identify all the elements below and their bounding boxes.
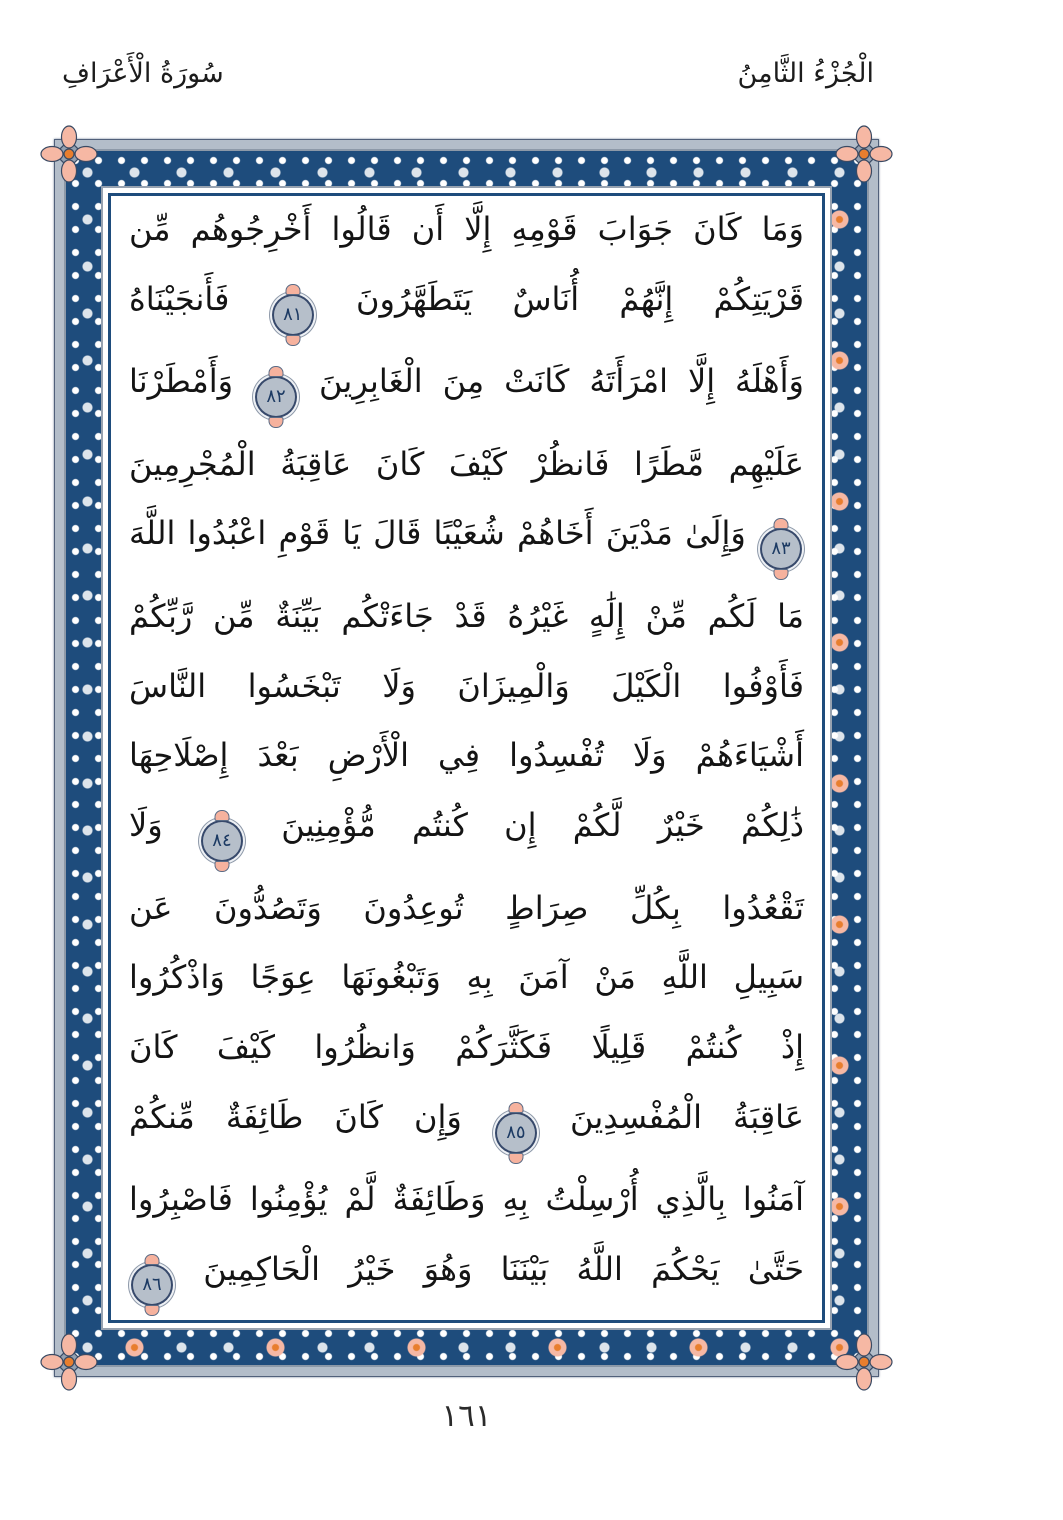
- corner-flower-icon: [39, 124, 99, 184]
- ayah-end-marker: ٨٥: [497, 1114, 535, 1152]
- quran-line-12: [129, 1026, 804, 1069]
- ayah-end-marker: ٨٤: [203, 822, 241, 860]
- ayah-text: وَإِلَىٰ مَدْيَنَ أَخَاهُمْ شُعَيْبًا قَالَ يَا قَوْمِ اعْبُدُوا اللَّهَ: [129, 514, 746, 553]
- ayah-text: فَأَوْفُوا الْكَيْلَ وَالْمِيزَانَ وَلَا تَبْخَسُوا النَّاسَ: [129, 666, 804, 705]
- quran-line-13: [129, 1096, 804, 1152]
- decorative-border-frame: [55, 140, 878, 1376]
- ayah-text: تَقْعُدُوا بِكُلِّ صِرَاطٍ تُوعِدُونَ وَتَصُدُّونَ عَن: [129, 888, 804, 927]
- ayah-text: قَرْيَتِكُمْ إِنَّهُمْ أُنَاسٌ يَتَطَهَّرُونَ: [356, 279, 805, 318]
- ayah-text: حَتَّىٰ يَحْكُمَ اللَّهُ بَيْنَنَا وَهُوَ خَيْرُ الْحَاكِمِينَ: [203, 1249, 805, 1288]
- page-number: ١٦١: [441, 1398, 492, 1434]
- ayah-end-marker: ٨٦: [133, 1266, 171, 1304]
- quran-line-1: [129, 208, 804, 251]
- quran-text-area: [108, 193, 825, 1323]
- ayah-end-marker: ٨٢: [257, 378, 295, 416]
- corner-flower-icon: [834, 124, 894, 184]
- ayah-text: عَلَيْهِم مَّطَرًا فَانظُرْ كَيْفَ كَانَ عَاقِبَةُ الْمُجْرِمِينَ: [129, 444, 804, 483]
- quran-line-2: [129, 278, 804, 334]
- ayah-text: فَأَنجَيْنَاهُ: [129, 279, 230, 318]
- quran-line-11: [129, 956, 804, 999]
- ayah-text: ذَٰلِكُمْ خَيْرٌ لَّكُمْ إِن كُنتُم مُّؤْمِنِينَ: [281, 806, 805, 845]
- ayah-text: سَبِيلِ اللَّهِ مَنْ آمَنَ بِهِ وَتَبْغُونَهَا عِوَجًا وَاذْكُرُوا: [129, 958, 804, 997]
- surah-title: سُورَةُ الْأَعْرَافِ: [62, 58, 224, 89]
- ayah-text: أَشْيَاءَهُمْ وَلَا تُفْسِدُوا فِي الْأَرْضِ بَعْدَ إِصْلَاحِهَا: [129, 736, 804, 775]
- mushaf-lines: [111, 196, 822, 1320]
- quran-line-4: [129, 443, 804, 486]
- quran-line-9: [129, 804, 804, 860]
- ayah-text: وَلَا: [129, 806, 163, 845]
- ayah-text: وَأَمْطَرْنَا: [129, 362, 234, 401]
- page-header: [62, 58, 874, 89]
- inner-paper: [101, 186, 832, 1330]
- ayah-text: عَاقِبَةُ الْمُفْسِدِينَ: [570, 1097, 805, 1136]
- ayah-text: وَأَهْلَهُ إِلَّا امْرَأَتَهُ كَانَتْ مِنَ الْغَابِرِينَ: [318, 362, 805, 401]
- ayah-text: وَإِن كَانَ طَائِفَةٌ مِّنكُمْ: [129, 1097, 462, 1136]
- quran-line-15: [129, 1248, 804, 1304]
- juz-title: الْجُزْءُ الثَّامِنُ: [737, 58, 874, 89]
- quran-line-3: [129, 360, 804, 416]
- quran-line-5: [129, 512, 804, 568]
- ayah-text: مَا لَكُم مِّنْ إِلَٰهٍ غَيْرُهُ قَدْ جَاءَتْكُم بَيِّنَةٌ مِّن رَّبِّكُمْ: [129, 596, 804, 635]
- quran-line-14: [129, 1178, 804, 1221]
- ayah-end-marker: ٨١: [274, 296, 312, 334]
- ayah-text: آمَنُوا بِالَّذِي أُرْسِلْتُ بِهِ وَطَائِفَةٌ لَّمْ يُؤْمِنُوا فَاصْبِرُوا: [129, 1180, 804, 1219]
- quran-line-6: [129, 595, 804, 638]
- corner-flower-icon: [834, 1332, 894, 1392]
- corner-flower-icon: [39, 1332, 99, 1392]
- ayah-text: إِذْ كُنتُمْ قَلِيلًا فَكَثَّرَكُمْ وَانظُرُوا كَيْفَ كَانَ: [129, 1027, 804, 1066]
- quran-line-8: [129, 734, 804, 777]
- ayah-end-marker: ٨٣: [762, 530, 800, 568]
- quran-line-10: [129, 887, 804, 930]
- ayah-text: وَمَا كَانَ جَوَابَ قَوْمِهِ إِلَّا أَن قَالُوا أَخْرِجُوهُم مِّن: [129, 210, 804, 248]
- quran-line-7: [129, 665, 804, 708]
